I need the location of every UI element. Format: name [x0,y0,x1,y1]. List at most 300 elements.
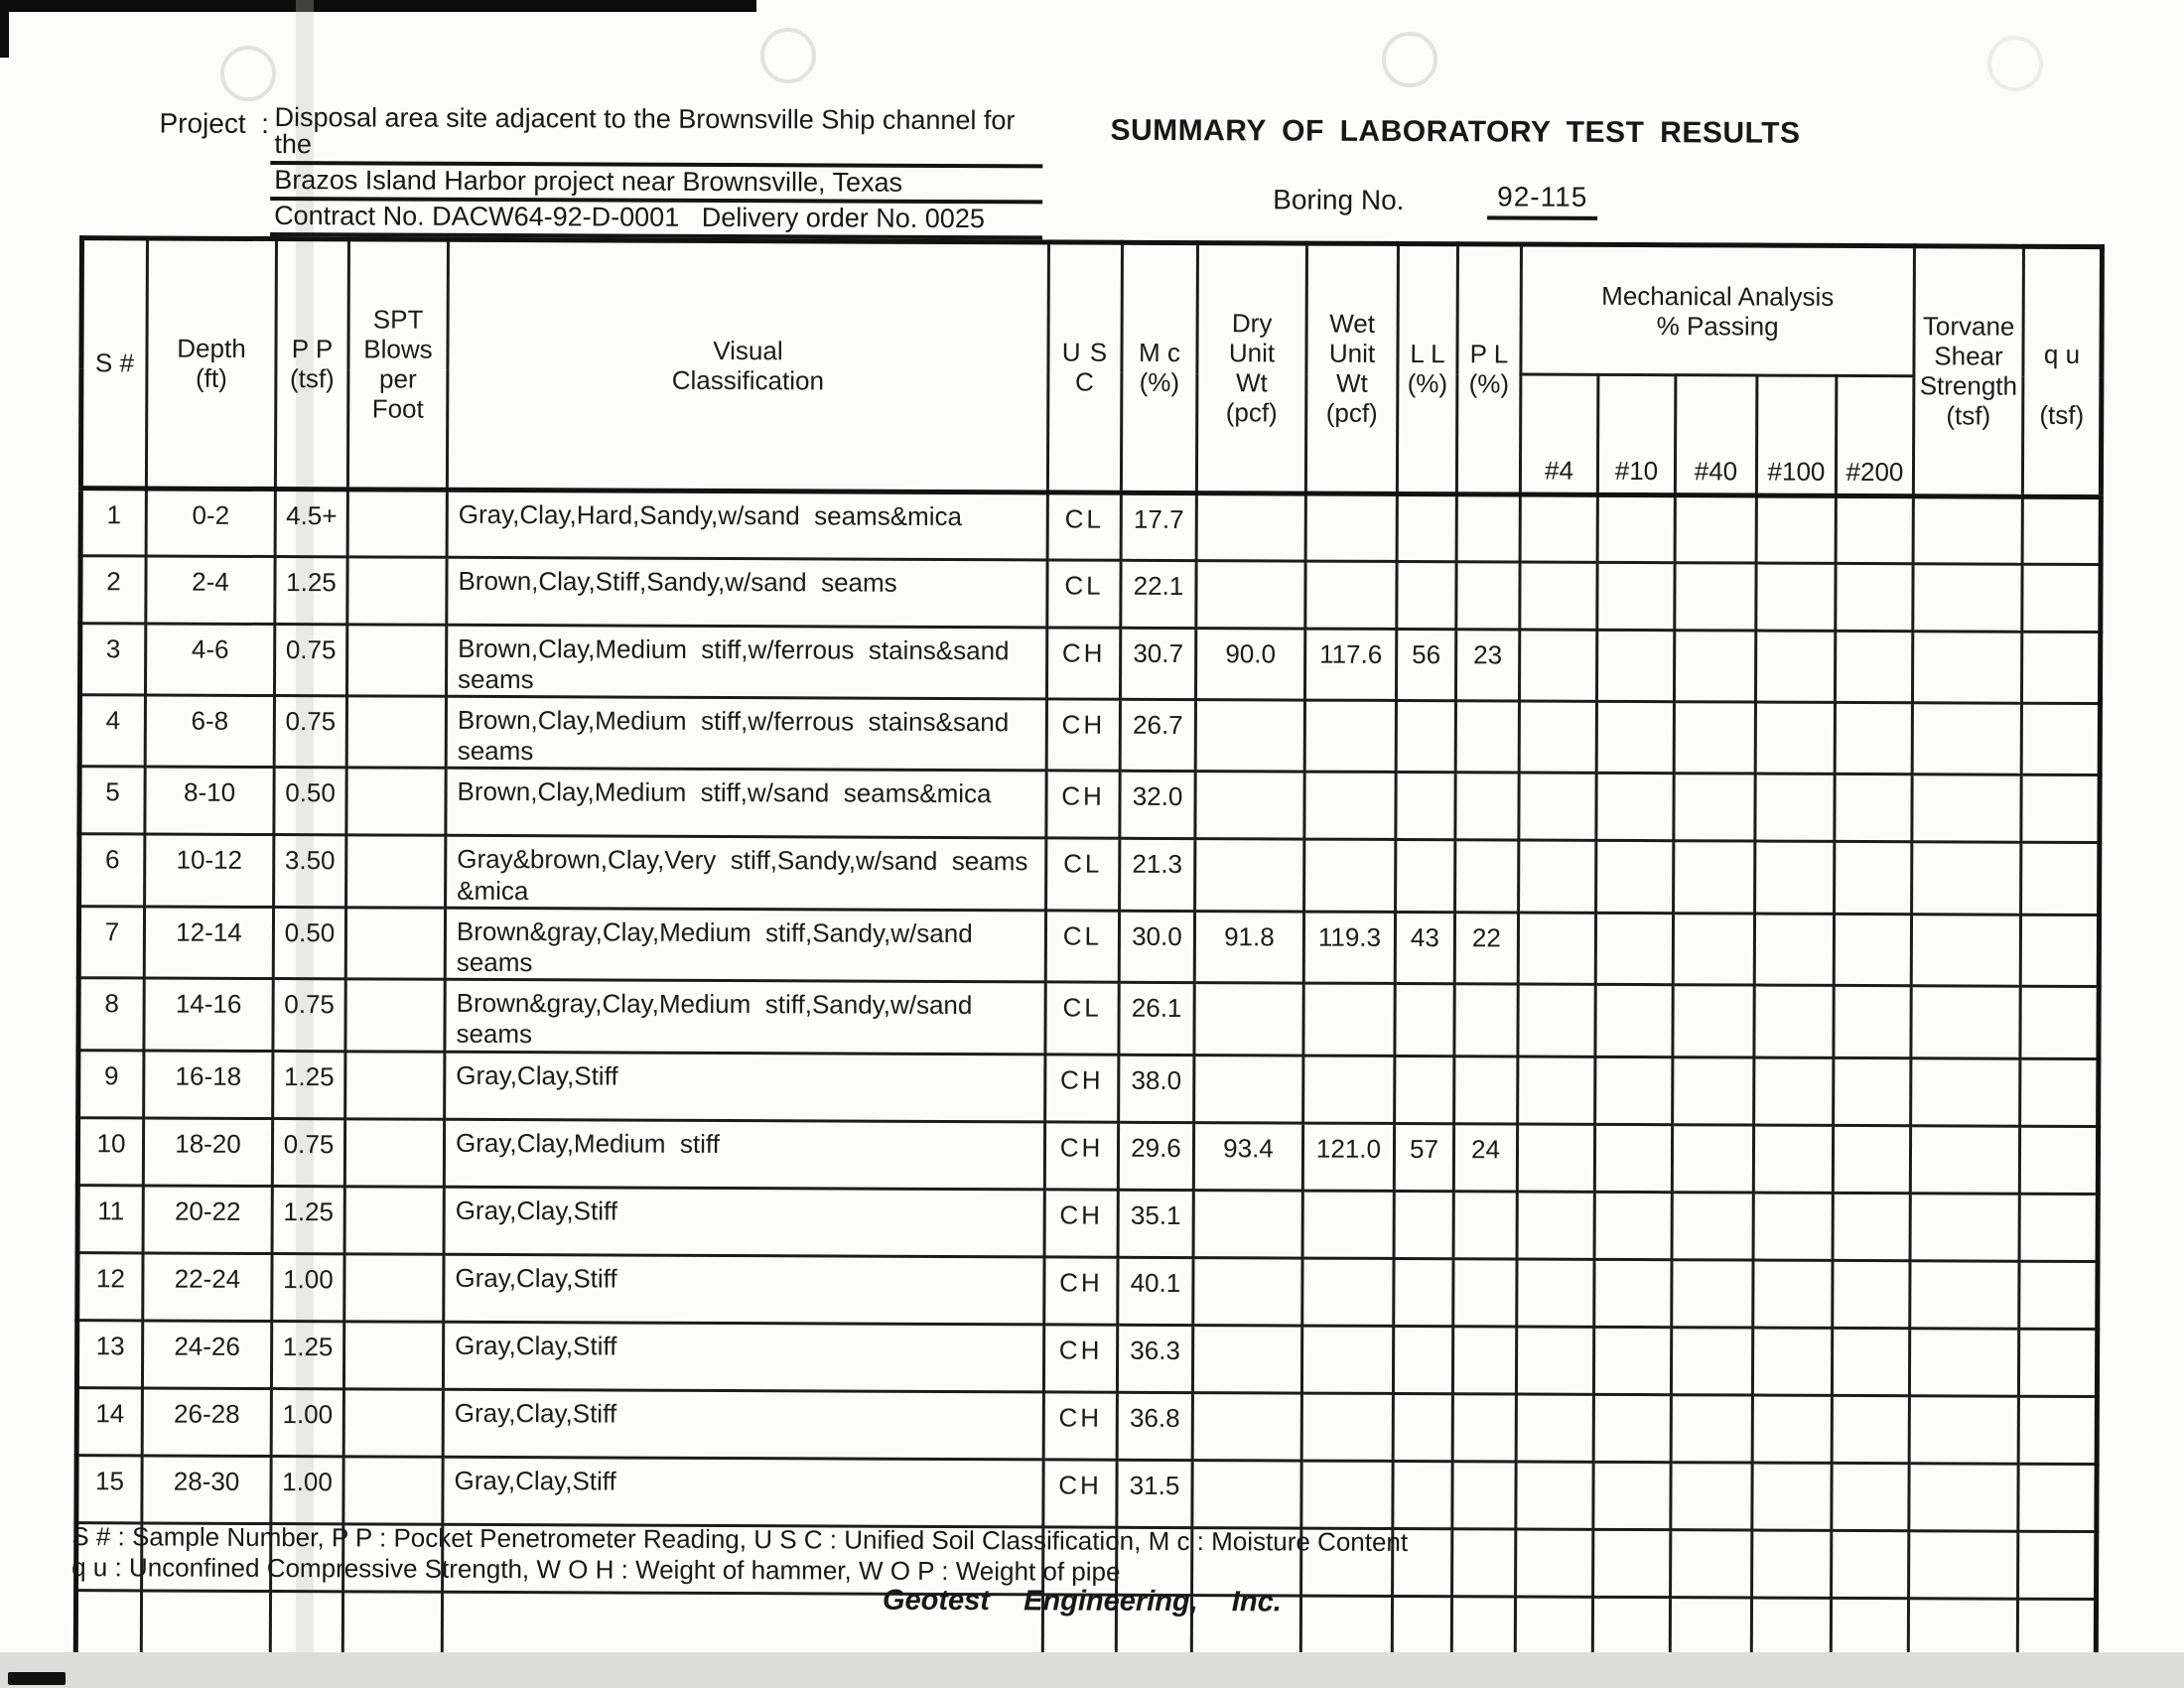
table-row [76,1320,2097,1396]
cell-depth: 0-2 [146,489,275,557]
cell-usc: CH [1044,1256,1118,1324]
cell-passing-4 [1516,1528,1593,1596]
cell-passing-10 [1594,1192,1672,1259]
cell-moisture-content: 21.3 [1120,839,1195,912]
cell-usc: CL [1045,982,1119,1055]
table-body [75,488,2101,1666]
cell-spt-blows [347,556,447,624]
cell-pl [1455,840,1519,913]
cell-passing-200 [1835,774,1912,842]
cell-usc: CH [1043,1324,1117,1391]
scan-artifact-bottom-band [0,1652,2184,1688]
cell-passing-100 [1755,631,1835,703]
cell-sample-number: 11 [77,1185,143,1252]
boring-no-value: 92-115 [1487,181,1597,219]
cell-spt-blows [346,624,446,696]
column-header-ll: L L (%) [1397,243,1457,493]
project-line-1: Disposal area site adjacent to the Brownsville Ship channel for the [270,104,1042,168]
column-header-sieve-4: #4 [1520,374,1598,494]
column-header-spt-blows: SPT Blows per Foot [347,239,448,490]
cell-sample-number: 7 [78,906,144,978]
cell-torvane-shear [1911,914,2020,986]
cell-passing-10 [1596,630,1674,702]
column-header-wet-unit-wt: Wet Unit Wt (pcf) [1305,243,1398,493]
cell-pl [1453,1191,1517,1258]
cell-moisture-content: 22.1 [1121,560,1196,628]
cell-passing-200 [1832,1530,1909,1598]
cell-sample-number: 8 [78,978,144,1051]
cell-ll [1396,773,1455,840]
cell-passing-100 [1752,1463,1832,1530]
cell-depth: 6-8 [145,695,274,768]
cell-passing-100 [1755,774,1835,841]
cell-usc: CH [1044,1189,1118,1256]
cell-passing-100 [1756,563,1836,631]
cell-depth: 16-18 [144,1050,273,1118]
cell-pp: 1.00 [271,1388,343,1456]
cell-ll [1397,561,1456,629]
cell-passing-4 [1519,701,1596,774]
cell-qu [2019,1126,2098,1194]
cell-pp: 1.25 [271,1321,343,1388]
cell-dry-unit-wt: 91.8 [1194,911,1303,983]
cell-passing-10 [1594,1259,1672,1327]
cell-passing-100 [1755,841,1835,914]
cell-passing-40 [1674,774,1755,841]
cell-passing-10 [1593,1529,1671,1597]
cell-passing-4 [1516,1394,1593,1462]
cell-sample-number: 2 [80,555,146,623]
cell-qu [2022,496,2101,564]
cell-passing-10 [1597,562,1675,630]
cell-spt-blows [342,1591,442,1658]
cell-usc: CH [1046,699,1120,772]
cell-dry-unit-wt [1192,1460,1301,1527]
cell-passing-100 [1752,1328,1832,1395]
cell-moisture-content: 17.7 [1121,492,1196,560]
cell-ll [1396,840,1455,913]
cell-pl [1452,1393,1516,1461]
qu-unit: (tsf) [2039,399,2085,431]
cell-visual-classification: Gray,Clay,Stiff [445,1052,1045,1122]
cell-passing-4 [1517,1192,1594,1259]
cell-spt-blows [346,768,446,835]
cell-pp: 0.75 [274,696,346,769]
cell-pp: 1.25 [273,1051,345,1118]
table-row [77,1252,2098,1329]
cell-sample-number: 13 [76,1320,142,1387]
cell-passing-40 [1674,841,1755,914]
cell-passing-10 [1595,913,1673,985]
cell-pp: 0.75 [273,979,345,1052]
column-header-mechanical-analysis: Mechanical Analysis % Passing [1521,244,1915,376]
column-header-qu [2022,246,2102,496]
cell-moisture-content: 26.1 [1119,982,1194,1055]
cell-passing-200 [1835,842,1912,914]
cell-ll [1393,1393,1452,1461]
column-header-sample-number: S # [80,238,147,489]
cell-wet-unit-wt [1304,839,1396,912]
cell-passing-40 [1671,1529,1752,1597]
cell-passing-4 [1520,562,1597,630]
cell-ll [1394,1258,1453,1326]
cell-pl [1455,773,1519,840]
cell-passing-40 [1675,562,1756,630]
cell-qu [2021,775,2100,843]
cell-usc: CH [1043,1391,1117,1459]
cell-visual-classification: Gray,Clay,Stiff [444,1254,1044,1325]
column-header-pp: P P (tsf) [275,239,348,490]
cell-torvane-shear [1909,1328,2018,1395]
project-line-3: Contract No. DACW64-92-D-0001 Delivery order No. 0025 [270,203,1042,239]
cell-usc: CH [1046,771,1120,838]
cell-spt-blows [343,1388,443,1456]
cell-wet-unit-wt [1302,1191,1394,1258]
cell-sample-number: 1 [80,488,146,555]
cell-depth: 28-30 [142,1455,271,1523]
column-header-visual-classification: Visual Classification [447,239,1048,492]
cell-passing-4 [1519,840,1596,913]
cell-depth: 24-26 [142,1320,271,1388]
cell-usc: CL [1046,838,1120,911]
cell-ll [1397,493,1456,561]
cell-pp: 0.50 [274,768,346,835]
cell-pl [1452,1326,1516,1393]
cell-passing-200 [1834,986,1911,1058]
cell-wet-unit-wt [1301,1326,1393,1393]
cell-passing-4 [1518,984,1595,1056]
cell-passing-10 [1595,1056,1673,1124]
cell-passing-100 [1756,495,1836,563]
cell-torvane-shear [1911,986,2020,1058]
cell-wet-unit-wt [1301,1461,1393,1528]
table-row [77,1185,2098,1261]
cell-moisture-content: 36.8 [1117,1392,1192,1460]
cell-spt-blows [347,489,447,556]
table-row [79,623,2100,703]
cell-depth: 14-16 [144,978,273,1051]
cell-torvane-shear [1909,1530,2018,1598]
cell-passing-200 [1835,631,1912,703]
cell-passing-4 [1517,1124,1594,1192]
cell-sample-number: 9 [78,1050,144,1117]
cell-visual-classification: Gray,Clay,Stiff [443,1457,1043,1527]
cell-torvane-shear [1912,703,2021,775]
cell-sample-number: 14 [76,1387,142,1455]
cell-usc: CL [1045,911,1119,983]
cell-ll [1393,1461,1452,1528]
cell-passing-4 [1518,1056,1595,1124]
cell-visual-classification: Brown,Clay,Stiff,Sandy,w/sand seams [447,557,1047,628]
cell-pl [1452,1461,1516,1528]
cell-passing-200 [1836,563,1913,631]
cell-pp [270,1591,342,1658]
cell-visual-classification: Brown&gray,Clay,Medium stiff,Sandy,w/sand seams [445,908,1045,982]
qu-label: q u [2043,339,2081,370]
column-header-sieve-10: #10 [1597,375,1676,495]
cell-wet-unit-wt: 119.3 [1303,912,1395,984]
cell-ll: 57 [1394,1123,1453,1191]
cell-wet-unit-wt [1304,700,1396,773]
cell-torvane-shear [1912,774,2021,842]
cell-visual-classification: Gray,Clay,Stiff [443,1389,1043,1460]
cell-ll [1396,700,1455,773]
cell-passing-100 [1754,1057,1834,1125]
cell-pp: 0.75 [274,624,346,696]
table-row [77,1117,2098,1194]
cell-dry-unit-wt [1194,983,1303,1055]
cell-pl [1453,1258,1517,1326]
cell-passing-200 [1833,1193,1910,1260]
cell-spt-blows [345,979,445,1052]
cell-passing-200 [1833,1125,1910,1193]
cell-moisture-content: 38.0 [1119,1055,1194,1122]
cell-usc: CH [1044,1121,1118,1189]
cell-moisture-content: 30.7 [1120,628,1195,700]
cell-depth: 12-14 [144,907,273,979]
cell-passing-40 [1672,1192,1753,1259]
cell-dry-unit-wt [1193,1257,1302,1325]
cell-moisture-content: 30.0 [1119,911,1194,983]
cell-torvane-shear [1909,1463,2018,1530]
table-row [78,978,2099,1058]
cell-passing-40 [1672,1259,1753,1327]
cell-passing-10 [1594,1124,1672,1192]
cell-pp: 0.50 [273,907,345,979]
cell-torvane-shear [1911,1057,2020,1125]
cell-passing-40 [1675,494,1756,562]
column-header-usc: U S C [1047,242,1122,492]
cell-passing-100 [1753,1193,1833,1260]
column-header-dry-unit-wt: Dry Unit Wt (pcf) [1196,243,1306,493]
cell-qu [2021,843,2100,915]
cell-torvane-shear [1913,563,2022,631]
cell-pl [1456,493,1520,561]
cell-pp: 4.5+ [275,489,347,556]
column-header-torvane-shear: Torvane Shear Strength (tsf) [1913,246,2023,496]
cell-passing-200 [1834,1057,1911,1125]
cell-depth: 18-20 [143,1117,272,1186]
cell-qu [2020,1058,2099,1126]
table-header [80,238,2102,497]
cell-pl [1454,1055,1518,1123]
cell-wet-unit-wt: 117.6 [1304,629,1396,701]
cell-passing-100 [1753,1260,1833,1328]
project-label: Project : [159,107,270,140]
cell-depth: 26-28 [142,1387,271,1456]
cell-dry-unit-wt [1193,1190,1302,1257]
cell-qu [2020,914,2099,987]
footnote-abbreviations-1: S # : Sample Number, P P : Pocket Penetrometer Reading, U S C : Unified Soil Classification, M c : Moisture Content [71,1521,1409,1558]
cell-passing-10 [1596,841,1674,914]
cell-passing-10 [1596,701,1674,774]
cell-passing-100 [1754,914,1834,986]
cell-pp: 1.00 [272,1253,344,1321]
cell-moisture-content: 32.0 [1120,772,1195,839]
cell-dry-unit-wt [1195,839,1304,912]
cell-ll [1395,984,1454,1056]
cell-depth: 2-4 [146,556,275,625]
cell-passing-4 [1519,630,1596,702]
cell-spt-blows [345,1051,445,1118]
cell-torvane-shear [1912,842,2021,914]
cell-pl [1454,984,1518,1056]
cell-passing-100 [1753,1125,1833,1193]
cell-passing-4 [1518,913,1595,985]
cell-torvane-shear [1913,495,2022,563]
column-header-pl: P L (%) [1456,244,1521,494]
cell-qu [2020,986,2099,1058]
cell-passing-40 [1671,1462,1752,1529]
cell-passing-200 [1832,1395,1909,1463]
cell-pl: 22 [1454,912,1518,984]
cell-dry-unit-wt [1195,772,1304,839]
cell-wet-unit-wt [1303,1055,1395,1123]
cell-passing-200 [1835,702,1912,774]
cell-depth [141,1590,270,1658]
cell-pl: 23 [1455,629,1519,701]
cell-spt-blows [346,835,446,908]
cell-moisture-content: 26.7 [1120,699,1195,772]
column-header-depth: Depth (ft) [146,238,276,489]
table-row [79,767,2100,843]
cell-moisture-content: 36.3 [1117,1325,1192,1392]
cell-visual-classification: Brown,Clay,Medium stiff,w/ferrous stains&sand seams [446,625,1046,699]
cell-passing-200 [1836,495,1913,563]
cell-visual-classification: Gray,Clay,Stiff [444,1187,1044,1257]
cell-passing-4 [1517,1259,1594,1327]
cell-spt-blows [345,908,445,980]
cell-spt-blows [346,696,446,769]
table-row [79,695,2100,775]
scan-artifact-corner-blob [8,1672,66,1685]
cell-dry-unit-wt [1192,1325,1301,1392]
cell-wet-unit-wt [1305,493,1397,561]
cell-pp: 1.25 [275,556,347,624]
cell-passing-200 [1832,1328,1909,1395]
cell-passing-10 [1596,774,1674,841]
cell-passing-100 [1754,985,1834,1057]
cell-passing-40 [1674,630,1755,702]
cell-passing-40 [1673,985,1754,1057]
cell-qu [2021,703,2100,775]
cell-torvane-shear [1913,631,2022,703]
footnote-abbreviations-2: q u : Unconfined Compressive Strength, W O H : Weight of hammer, W O P : Weight of pipe [71,1552,1121,1587]
cell-dry-unit-wt [1196,492,1305,560]
cell-passing-4 [1520,494,1597,562]
table-row [80,555,2101,632]
cell-passing-40 [1673,913,1754,985]
cell-sample-number: 3 [79,623,145,695]
cell-passing-100 [1752,1395,1832,1463]
cell-torvane-shear [1910,1125,2019,1193]
cell-sample-number: 5 [79,767,145,834]
cell-depth: 22-24 [143,1252,272,1321]
cell-depth: 8-10 [145,767,274,835]
cell-sample-number: 12 [77,1252,143,1320]
table-row [78,906,2099,986]
cell-qu [2018,1531,2097,1599]
cell-moisture-content: 31.5 [1117,1460,1192,1527]
cell-spt-blows [343,1456,443,1523]
cell-sample-number: 15 [76,1455,142,1522]
cell-wet-unit-wt [1302,1258,1394,1326]
cell-passing-40 [1673,1056,1754,1124]
cell-usc: CH [1046,628,1120,700]
cell-depth: 20-22 [143,1185,272,1253]
cell-torvane-shear [1910,1260,2019,1328]
cell-passing-100 [1752,1530,1832,1598]
cell-torvane-shear [1909,1395,2018,1463]
column-header-sieve-100: #100 [1756,375,1837,495]
cell-ll: 43 [1395,912,1454,984]
cell-pp: 0.75 [272,1118,344,1186]
cell-spt-blows [344,1253,444,1321]
cell-qu [2019,1261,2098,1329]
cell-visual-classification: Gray,Clay,Hard,Sandy,w/sand seams&mica [447,490,1047,560]
cell-pl [1452,1528,1516,1596]
cell-passing-4 [1519,773,1596,840]
project-description [270,104,1043,241]
cell-visual-classification: Gray,Clay,Medium stiff [444,1119,1044,1190]
cell-dry-unit-wt [1195,700,1304,773]
cell-spt-blows [344,1186,444,1253]
cell-sample-number: 10 [77,1117,143,1185]
cell-passing-10 [1593,1462,1671,1529]
company-name: Geotest Engineering, Inc. [882,1584,1282,1618]
cell-wet-unit-wt [1305,561,1397,629]
cell-pl [1456,561,1520,629]
cell-visual-classification: Gray,Clay,Stiff [443,1322,1043,1392]
cell-passing-40 [1671,1327,1752,1394]
table-row [76,1387,2097,1464]
cell-visual-classification: Brown,Clay,Medium stiff,w/sand seams&mica [446,769,1046,839]
project-line-2: Brazos Island Harbor project near Brownsville, Texas [270,167,1042,204]
cell-torvane-shear [1910,1193,2019,1260]
cell-passing-10 [1595,984,1673,1056]
cell-depth: 4-6 [145,624,274,696]
table-row [78,1050,2099,1126]
cell-wet-unit-wt [1303,983,1395,1055]
cell-sample-number: 4 [79,695,145,768]
cell-usc: CH [1045,1054,1119,1121]
cell-passing-40 [1672,1124,1753,1192]
cell-qu [2019,1194,2098,1261]
cell-dry-unit-wt [1192,1392,1301,1460]
boring-no-label: Boring No. [1273,184,1405,215]
cell-usc: CL [1047,492,1121,560]
cell-passing-4 [1516,1462,1593,1529]
cell-qu [2018,1396,2097,1464]
lab-results-table [73,235,2105,1668]
cell-sample-number [75,1590,141,1657]
cell-visual-classification: Brown&gray,Clay,Medium stiff,Sandy,w/sand seams [445,979,1045,1054]
cell-spt-blows [343,1321,443,1388]
table-row [80,488,2101,564]
cell-dry-unit-wt: 90.0 [1195,628,1304,700]
cell-passing-10 [1593,1394,1671,1462]
cell-passing-40 [1674,702,1755,774]
cell-depth: 10-12 [145,834,274,907]
table-row [76,1455,2097,1531]
cell-dry-unit-wt [1194,1055,1303,1122]
cell-passing-40 [1671,1394,1752,1462]
cell-moisture-content: 40.1 [1118,1257,1193,1325]
cell-moisture-content: 35.1 [1118,1190,1193,1257]
table-row [79,834,2100,914]
cell-pl [1455,701,1519,774]
cell-qu [2022,632,2101,704]
